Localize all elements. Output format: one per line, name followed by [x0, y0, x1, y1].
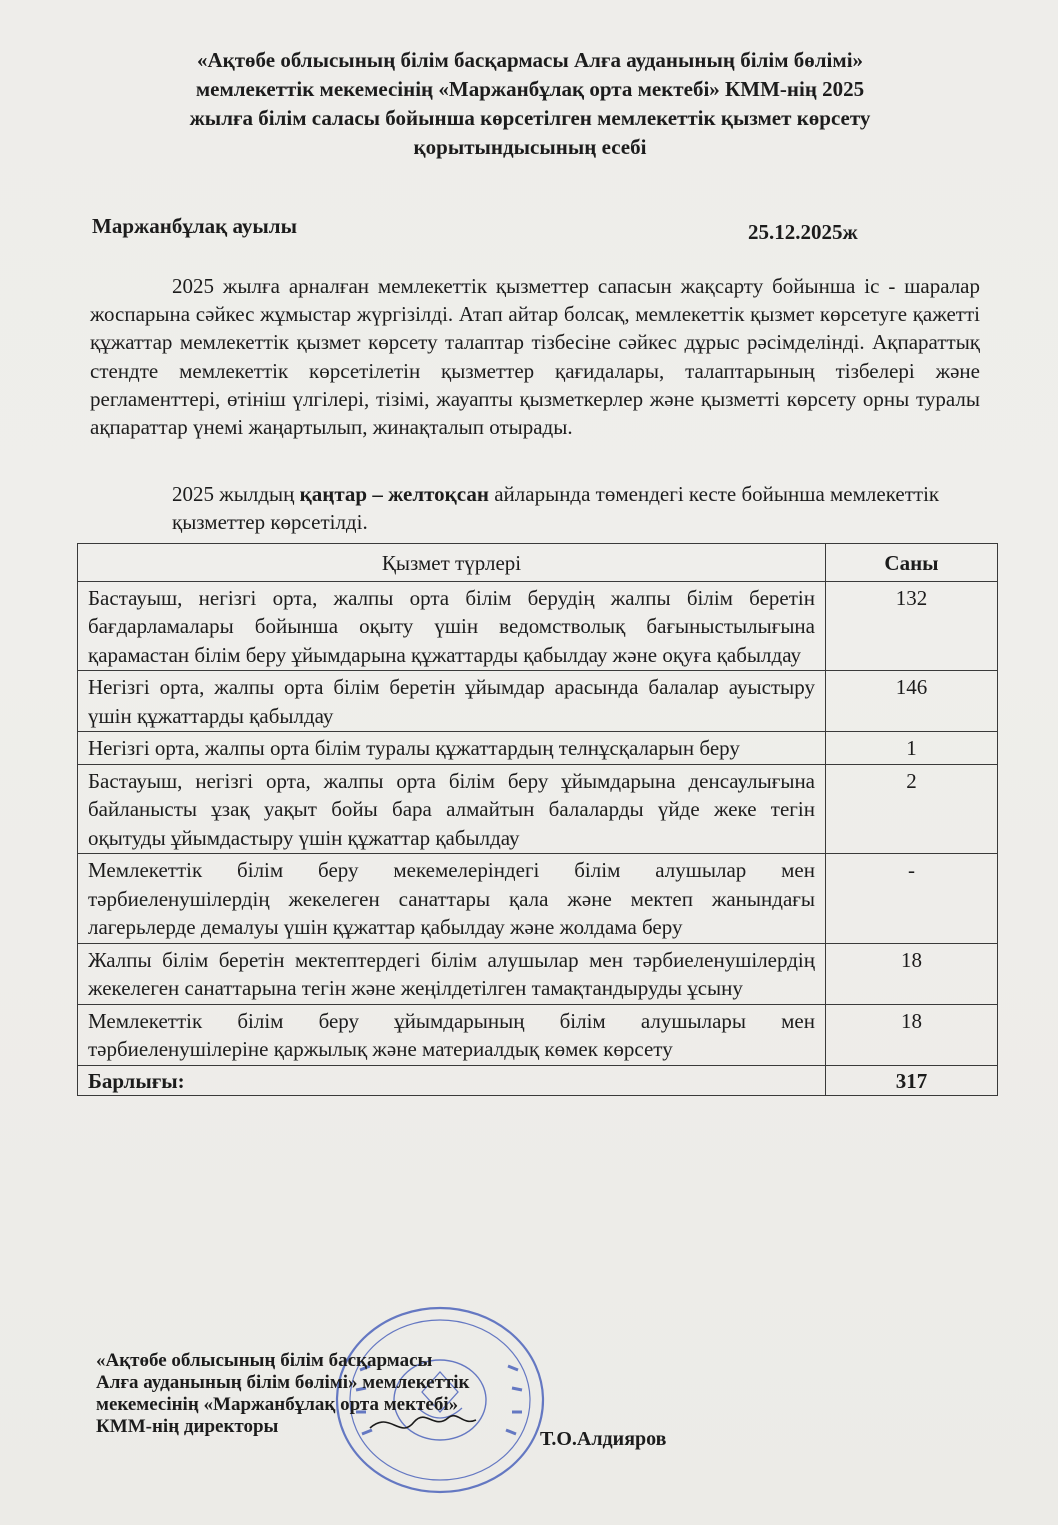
signature-line: «Ақтөбе облысының білім басқармасы [96, 1350, 433, 1371]
table-row [78, 1004, 998, 1065]
body-paragraph: 2025 жылға арналған мемлекеттік қызметтер сапасын жақсарту бойынша іс - шаралар жоспарына сәйкес жұмыстар жүргізілді. Атап айтар болсақ, мемлекеттік қызмет көрсетуге қажетті құжаттар мемлекеттік қызмет көрсету талаптар тізбесіне сәйкес дұрыс рәсімделінді. Ақпараттық стендте мемлекеттік көрсетілетін қызметтер қағидалары, талаптарының тізбелері және регламенттері, өтініш үлгілері, тізімі, жауапты қызметкерлер және қызметті көрсету орны туралы ақпараттар үнемі жаңартылып, жинақталып отырады. [90, 274, 980, 440]
total-label: Барлығы: [78, 1065, 826, 1095]
document-date: 25.12.2025ж [748, 220, 858, 244]
table-row [78, 581, 998, 671]
table-row [78, 671, 998, 732]
table-total-row [78, 1065, 998, 1095]
title-line: мемлекеттік мекемесінің «Маржанбұлақ орта мектебі» КММ-нің 2025 [195, 77, 865, 101]
services-table [77, 543, 998, 1096]
service-cell: Бастауыш, негізгі орта, жалпы орта білім берудің жалпы білім беретін бағдарламалары бойынша оқыту үшін ведомстволық бағыныстылығына қарамастан білім беру ұйымдарына құжаттарды қабылдау және оқуға қабылдау [78, 581, 826, 671]
service-cell: Негізгі орта, жалпы орта білім беретін ұйымдар арасында балалар ауыстыру үшін құжаттарды қабылдау [78, 671, 826, 732]
service-cell: Жалпы білім беретін мектептердегі білім алушылар мен тәрбиеленушілердің жекелеген санаттарына тегін және жеңілдетілген тамақтандыруды ұсыну [78, 943, 826, 1004]
service-cell: Мемлекеттік білім беру ұйымдарының білім алушылары мен тәрбиеленушілеріне қаржылық және материалдық көмек көрсету [78, 1004, 826, 1065]
document-title [90, 46, 970, 162]
title-line: жылға білім саласы бойынша көрсетілген мемлекеттік қызмет көрсету [189, 106, 871, 130]
intro-text-after: айларында төмендегі кесте бойынша мемлекеттік қызметтер көрсетілді. [172, 482, 940, 534]
signature-line: Алға ауданының білім бөлімі» мемлекеттік [96, 1372, 470, 1393]
signature-line: КММ-нің директоры [96, 1416, 279, 1437]
count-cell: 2 [826, 764, 998, 854]
total-value: 317 [826, 1065, 998, 1095]
signature-line: мекемесінің «Маржанбұлақ орта мектебі» [96, 1394, 459, 1415]
signature-block [96, 1350, 470, 1438]
table-row [78, 732, 998, 765]
table-intro [172, 480, 992, 536]
director-name: Т.О.Алдияров [540, 1428, 667, 1450]
intro-period: қаңтар – желтоқсан [299, 482, 489, 506]
table-row [78, 764, 998, 854]
title-line: қорытындысының есебі [413, 135, 647, 159]
table-header-row [78, 544, 998, 582]
table-row [78, 943, 998, 1004]
count-cell: 146 [826, 671, 998, 732]
count-cell: 132 [826, 581, 998, 671]
service-cell: Бастауыш, негізгі орта, жалпы орта білім беру ұйымдарына денсаулығына байланысты ұзақ уақыт бойы бара алмайтын балаларды үйде жеке тегін оқытуды ұйымдастыру үшін құжаттар қабылдау [78, 764, 826, 854]
count-cell: 18 [826, 1004, 998, 1065]
intro-text-before: 2025 жылдың [172, 482, 300, 506]
count-cell: 18 [826, 943, 998, 1004]
service-cell: Негізгі орта, жалпы орта білім туралы құжаттардың телнұсқаларын беру [78, 732, 826, 765]
place-name: Маржанбұлақ ауылы [92, 214, 297, 238]
service-cell: Мемлекеттік білім беру мекемелеріндегі білім алушылар мен тәрбиеленушілердің жекелеген санаттары қала және мектеп жанындағы лагерьлерде демалуы үшін құжаттар қабылдау және жолдама беру [78, 854, 826, 944]
title-line: «Ақтөбе облысының білім басқармасы Алға ауданының білім бөлімі» [196, 48, 864, 72]
table-row [78, 854, 998, 944]
header-count: Саны [826, 544, 998, 582]
count-cell: - [826, 854, 998, 944]
count-cell: 1 [826, 732, 998, 765]
header-service-types: Қызмет түрлері [78, 544, 826, 582]
